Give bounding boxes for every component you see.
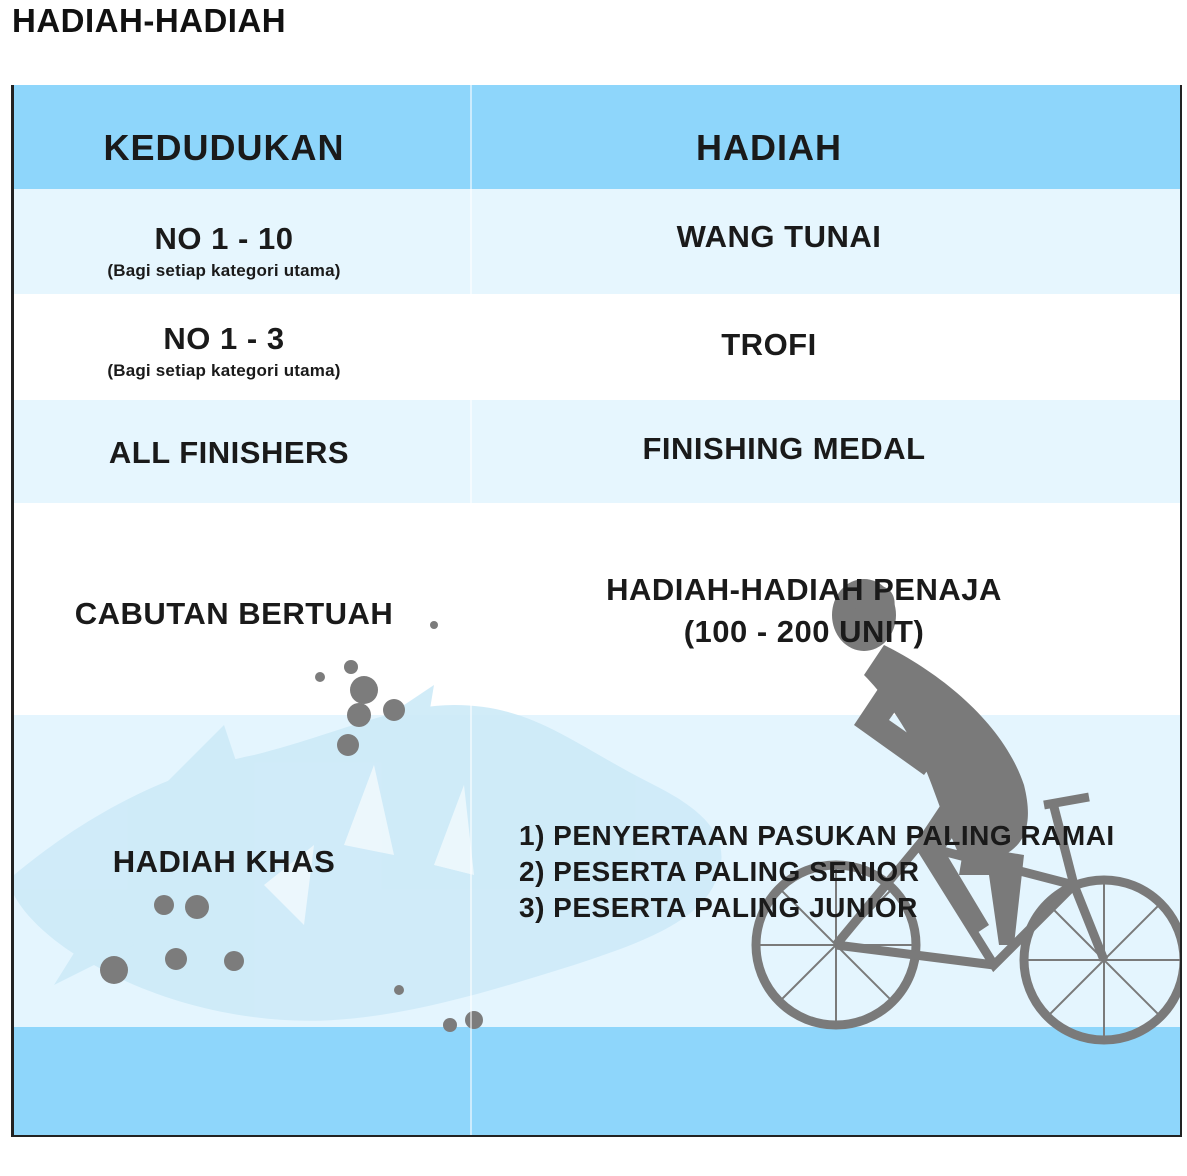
column-header-position: KEDUDUKAN xyxy=(103,127,345,168)
row-position-cell xyxy=(44,321,404,381)
position-note: (Bagi setiap kategori utama) xyxy=(107,261,341,280)
column-divider xyxy=(470,85,472,1135)
column-header-prize: HADIAH xyxy=(696,127,842,168)
page-title: HADIAH-HADIAH xyxy=(12,2,287,39)
list-item: 1) PENYERTAAN PASUKAN PALING RAMAI xyxy=(519,820,1115,851)
position-label: NO 1 - 3 xyxy=(163,321,285,356)
position-label: CABUTAN BERTUAH xyxy=(74,596,394,631)
prize-label: WANG TUNAI xyxy=(676,219,882,254)
prize-sublabel: (100 - 200 UNIT) xyxy=(683,614,925,649)
position-label: ALL FINISHERS xyxy=(108,435,350,470)
list-item: 3) PESERTA PALING JUNIOR xyxy=(519,892,918,923)
prize-table xyxy=(11,85,1182,1137)
prize-cell xyxy=(544,572,1064,650)
position-label: NO 1 - 10 xyxy=(154,221,294,256)
prize-label: FINISHING MEDAL xyxy=(642,431,926,466)
position-label: HADIAH KHAS xyxy=(112,844,336,879)
prize-label: TROFI xyxy=(721,327,817,362)
special-prize-list xyxy=(519,818,1159,926)
prize-label: HADIAH-HADIAH PENAJA xyxy=(606,572,1002,607)
list-item: 2) PESERTA PALING SENIOR xyxy=(519,856,920,887)
row-position-cell xyxy=(44,221,404,281)
position-note: (Bagi setiap kategori utama) xyxy=(107,361,341,380)
